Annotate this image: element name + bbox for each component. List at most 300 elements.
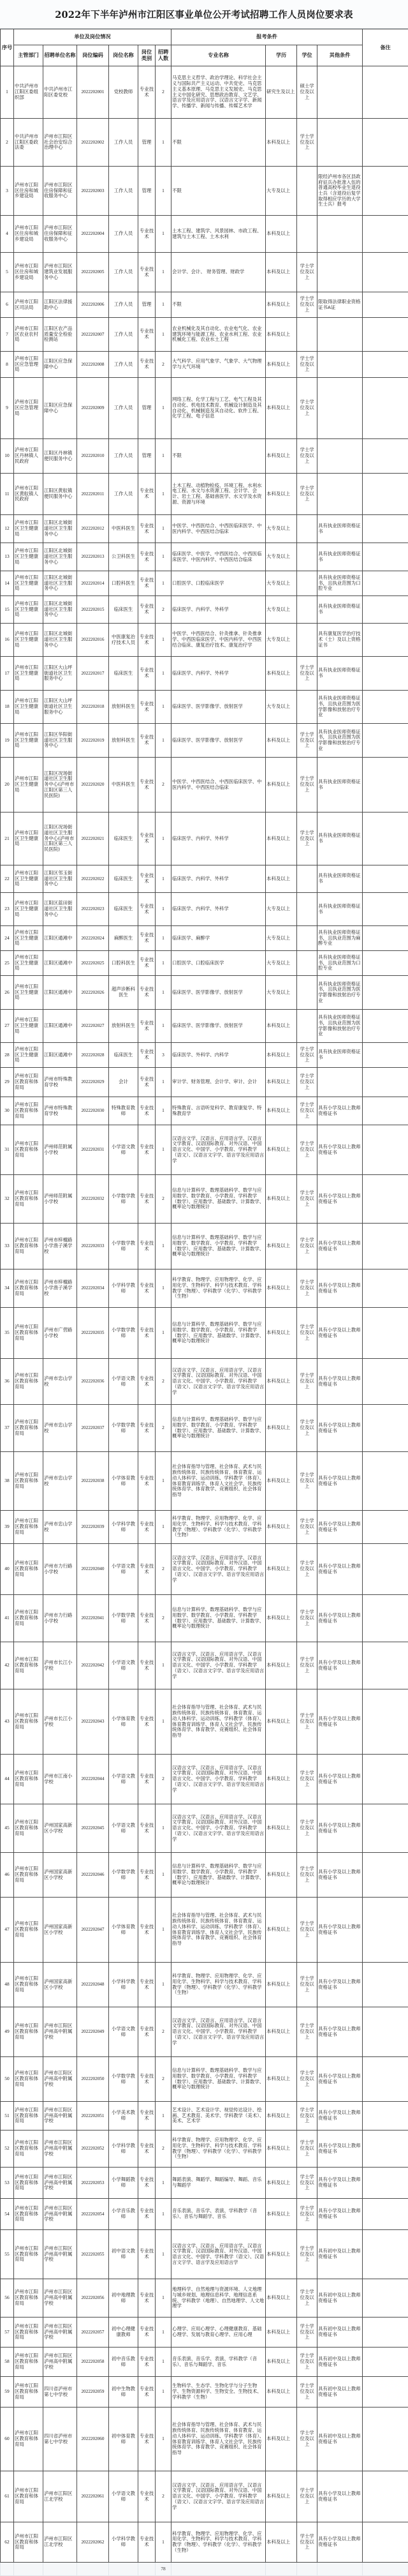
row-edu: 本科及以上 bbox=[266, 1308, 297, 1359]
table-row bbox=[1, 724, 408, 758]
row-other: 具有小学及以上教师资格证书 bbox=[317, 1755, 363, 1804]
row-type: 专业技术 bbox=[138, 1125, 156, 1175]
row-note bbox=[363, 1898, 408, 1963]
row-unit: 泸州市长江小学校 bbox=[43, 1689, 77, 1755]
row-code: 2022202015 bbox=[77, 596, 109, 624]
row-note bbox=[363, 1068, 408, 1097]
row-edu: 大专及以上 bbox=[266, 624, 297, 657]
row-degree: 学士学位及以上 bbox=[297, 2130, 317, 2168]
row-degree bbox=[297, 167, 317, 216]
row-dept: 泸州市江阳区教育和体育局 bbox=[14, 1269, 43, 1308]
row-post: 工作人员 bbox=[109, 439, 138, 474]
row-major: 临床医学、内科学、外科学 bbox=[171, 657, 266, 691]
row-count: 2 bbox=[156, 758, 171, 812]
row-count: 2 bbox=[156, 2471, 171, 2522]
row-type: 专业技术 bbox=[138, 2102, 156, 2130]
row-code: 2022202058 bbox=[77, 2348, 109, 2377]
row-degree: 学士学位及以上 bbox=[297, 119, 317, 167]
row-degree bbox=[297, 318, 317, 352]
row-unit: 泸州市江阳区社会治安综合治理中心 bbox=[43, 119, 77, 167]
row-type: 专业技术 bbox=[138, 2471, 156, 2522]
row-dept: 泸州市江阳区教育和体育局 bbox=[14, 1359, 43, 1405]
row-count: 1 bbox=[156, 1308, 171, 1359]
row-major: 艺术设计、艺术设计学、视觉传达设计、绘画、艺术教育、美术学、学科教学（美术）、美术、艺术学 bbox=[171, 2102, 266, 2130]
table-row bbox=[1, 318, 408, 352]
row-edu: 本科及以上 bbox=[266, 1224, 297, 1269]
row-degree: 学士学位及以上 bbox=[297, 2318, 317, 2348]
row-edu: 本科及以上 bbox=[266, 1359, 297, 1405]
row-post: 公卫科医生 bbox=[109, 543, 138, 571]
table-row bbox=[1, 2348, 408, 2377]
row-edu: 大专及以上 bbox=[266, 167, 297, 216]
row-other bbox=[317, 318, 363, 352]
row-type: 专业技术 bbox=[138, 1308, 156, 1359]
row-seq: 38 bbox=[1, 1452, 14, 1511]
row-seq: 39 bbox=[1, 1511, 14, 1544]
row-count: 1 bbox=[156, 812, 171, 865]
row-major: 大气科学、应用气象学、气象学、大气物理学与大气环境 bbox=[171, 352, 266, 378]
table-row bbox=[1, 474, 408, 515]
row-seq: 15 bbox=[1, 596, 14, 624]
row-dept: 泸州市江阳区教育和体育局 bbox=[14, 2130, 43, 2168]
row-unit: 泸州国家高新区小学校 bbox=[43, 1963, 77, 2007]
row-count: 1 bbox=[156, 1224, 171, 1269]
table-row bbox=[1, 1097, 408, 1125]
row-code: 2022202016 bbox=[77, 624, 109, 657]
row-seq: 36 bbox=[1, 1359, 14, 1405]
row-count: 1 bbox=[156, 474, 171, 515]
table-row bbox=[1, 1689, 408, 1755]
row-unit: 江阳区北城街道社区卫生服务中心 bbox=[43, 543, 77, 571]
row-unit: 江阳区丹林镇便民服务中心 bbox=[43, 439, 77, 474]
row-code: 2022202043 bbox=[77, 1689, 109, 1755]
row-other: 具有小学及以上教师资格证书 bbox=[317, 2199, 363, 2230]
row-dept: 泸州市江阳区教育和体育局 bbox=[14, 1804, 43, 1853]
row-code: 2022202025 bbox=[77, 951, 109, 976]
row-unit: 泸州市江阳区泸州高中附属学校 bbox=[43, 2279, 77, 2318]
row-code: 2022202027 bbox=[77, 1010, 109, 1043]
row-type: 专业技术 bbox=[138, 66, 156, 119]
row-count: 2 bbox=[156, 1544, 171, 1595]
row-other: 具有小学及以上教师资格证书 bbox=[317, 1224, 363, 1269]
row-degree: 学士学位及以上 bbox=[297, 1359, 317, 1405]
row-note bbox=[363, 2168, 408, 2199]
table-row bbox=[1, 253, 408, 292]
row-degree: 学士学位及以上 bbox=[297, 1595, 317, 1642]
row-edu: 大专及以上 bbox=[266, 515, 297, 543]
row-type: 专业技术 bbox=[138, 926, 156, 951]
row-major: 汉语言文学、汉语言、应用语言学、汉语言文学教育、汉语国际教育、对外汉语、中国语言文化、中国学、小学教育、学科教学（语文）、汉语言文字学、语言学及应用语言学 bbox=[171, 2007, 266, 2057]
row-dept: 泸州市江阳区卫生健康局 bbox=[14, 691, 43, 724]
row-dept: 泸州市江阳区司法局 bbox=[14, 292, 43, 318]
row-edu: 本科及以上 bbox=[266, 1853, 297, 1898]
row-unit: 中共泸州市江阳区委党校 bbox=[43, 66, 77, 119]
row-other: 具有执业医师资格证书，且执业范围为麻醉专业 bbox=[317, 926, 363, 951]
row-note bbox=[363, 657, 408, 691]
row-major: 信息与计算科学、数理基础科学、数学与应用数学、数学教育、小学教育、学科教学（数学）、应用数学、基础数学、计算数学、概率论与数理统计 bbox=[171, 1595, 266, 1642]
row-post: 小学数学教师 bbox=[109, 1405, 138, 1452]
row-post: 工作人员 bbox=[109, 474, 138, 515]
row-seq: 55 bbox=[1, 2230, 14, 2279]
header-count: 招聘人数 bbox=[156, 45, 171, 66]
row-code: 2022202013 bbox=[77, 543, 109, 571]
row-other: 具有执业医师资格证书，且执业范围为医学影像和放射治疗专业 bbox=[317, 724, 363, 758]
row-code: 2022202001 bbox=[77, 66, 109, 119]
table-row bbox=[1, 758, 408, 812]
row-code: 2022202012 bbox=[77, 515, 109, 543]
row-code: 2022202048 bbox=[77, 1963, 109, 2007]
table-row bbox=[1, 2199, 408, 2230]
row-other: 具有执业医师资格证书 bbox=[317, 812, 363, 865]
row-edu: 本科及以上 bbox=[266, 1125, 297, 1175]
row-post: 小学科学教师 bbox=[109, 1269, 138, 1308]
row-count: 2 bbox=[156, 66, 171, 119]
row-edu: 本科及以上 bbox=[266, 1097, 297, 1125]
row-post: 中医科医生 bbox=[109, 515, 138, 543]
row-seq: 42 bbox=[1, 1642, 14, 1689]
row-other bbox=[317, 1068, 363, 1097]
row-other: 具有小学及以上教师资格证书 bbox=[317, 1963, 363, 2007]
table-row bbox=[1, 1043, 408, 1068]
row-code: 2022202031 bbox=[77, 1125, 109, 1175]
row-seq: 33 bbox=[1, 1224, 14, 1269]
row-other: 具有小学及以上教师资格证书 bbox=[317, 2168, 363, 2199]
row-degree bbox=[297, 1010, 317, 1043]
row-major: 社会体育指导与管理、社会体育、武术与民族传统体育、民族传统体育、体育教育、运动人体科学、运动训练、学科教学（体育）、体育教育训练学、体育人文社会学、民族传统体育学、体育教学、竞赛组织、社会体育指导 bbox=[171, 2408, 266, 2471]
row-type: 专业技术 bbox=[138, 1010, 156, 1043]
row-code: 2022202037 bbox=[77, 1405, 109, 1452]
row-degree: 学士学位及以上 bbox=[297, 1269, 317, 1308]
row-dept: 泸州市江阳区教育和体育局 bbox=[14, 2230, 43, 2279]
row-dept: 泸州市江阳区教育和体育局 bbox=[14, 2408, 43, 2471]
table-row bbox=[1, 812, 408, 865]
row-code: 2022202029 bbox=[77, 1068, 109, 1097]
row-other: 限经泸州市各区县政府征兵办批准入伍的普通高校毕业生退役士兵（含退役后复学取得相应学历的大学生士兵）报考 bbox=[317, 167, 363, 216]
row-note bbox=[363, 543, 408, 571]
table-row bbox=[1, 2057, 408, 2102]
row-dept: 泸州市江阳区应急管理局 bbox=[14, 352, 43, 378]
row-type: 专业技术 bbox=[138, 758, 156, 812]
row-edu: 本科及以上 bbox=[266, 352, 297, 378]
row-edu: 本科及以上 bbox=[266, 1010, 297, 1043]
row-code: 2022202024 bbox=[77, 926, 109, 951]
row-post: 初中生物教师 bbox=[109, 2377, 138, 2408]
row-count: 1 bbox=[156, 2522, 171, 2563]
row-other: 具有小学及以上教师资格证书 bbox=[317, 2130, 363, 2168]
row-code: 2022202020 bbox=[77, 758, 109, 812]
row-unit: 江阳区北城街道社区卫生服务中心 bbox=[43, 571, 77, 596]
row-post: 初中语文教师 bbox=[109, 2230, 138, 2279]
row-seq: 32 bbox=[1, 1175, 14, 1224]
row-code: 2022202054 bbox=[77, 2199, 109, 2230]
row-degree: 学士学位及以上 bbox=[297, 1804, 317, 1853]
row-degree bbox=[297, 624, 317, 657]
row-dept: 中共泸州市江阳区委政法委 bbox=[14, 119, 43, 167]
row-note bbox=[363, 1511, 408, 1544]
row-note bbox=[363, 1853, 408, 1898]
row-edu: 本科及以上 bbox=[266, 216, 297, 253]
row-edu: 本科及以上 bbox=[266, 119, 297, 167]
row-major: 科学教育、物理学、应用物理学、化学、应用化学、生物科学、科学与技术教育、学科教学（物理）、学科教学（化学）、学科教学（生物） bbox=[171, 1963, 266, 2007]
row-type: 专业技术 bbox=[138, 1097, 156, 1125]
row-other: 具有小学及以上教师资格证书 bbox=[317, 1544, 363, 1595]
row-note bbox=[363, 1097, 408, 1125]
row-edu: 本科及以上 bbox=[266, 1595, 297, 1642]
row-type: 管理 bbox=[138, 439, 156, 474]
row-edu: 本科及以上 bbox=[266, 2230, 297, 2279]
table-row bbox=[1, 543, 408, 571]
row-note bbox=[363, 1595, 408, 1642]
row-code: 2022202057 bbox=[77, 2318, 109, 2348]
row-major: 临床医学、医学影像学、放射医学 bbox=[171, 1010, 266, 1043]
row-other: 具有执业医师资格证书，且执业范围为医学影像和放射治疗专业 bbox=[317, 691, 363, 724]
row-major: 科学教育、物理学、应用物理学、化学、应用化学、生物科学、科学与技术教育、学科教学（物理）、学科教学（化学）、学科教学（生物） bbox=[171, 1511, 266, 1544]
row-type: 专业技术 bbox=[138, 2522, 156, 2563]
row-major: 临床医学、医学影像学、放射医学 bbox=[171, 724, 266, 758]
row-post: 小学语文教师 bbox=[109, 1359, 138, 1405]
row-unit: 江阳区邻玉街道社区卫生服务中心 bbox=[43, 865, 77, 893]
row-edu: 本科及以上 bbox=[266, 2318, 297, 2348]
row-code: 2022202026 bbox=[77, 976, 109, 1010]
row-seq: 47 bbox=[1, 1898, 14, 1963]
row-major: 土木工程、建筑学、风景园林、市政工程、建筑与土木工程、土木水利 bbox=[171, 216, 266, 253]
row-other: 具有小学及以上教师资格证书 bbox=[317, 2522, 363, 2563]
row-unit: 江阳区北城街道社区卫生服务中心 bbox=[43, 624, 77, 657]
row-edu: 本科及以上 bbox=[266, 474, 297, 515]
row-unit: 江阳区农产品质量安全检验检测站 bbox=[43, 318, 77, 352]
row-note bbox=[363, 812, 408, 865]
row-post: 小学语文教师 bbox=[109, 1642, 138, 1689]
row-dept: 泸州市江阳区卫生健康局 bbox=[14, 865, 43, 893]
row-post: 工作人员 bbox=[109, 292, 138, 318]
table-row bbox=[1, 1405, 408, 1452]
row-edu: 研究生及以上 bbox=[266, 66, 297, 119]
table-row bbox=[1, 1544, 408, 1595]
row-dept: 泸州市江阳区教育和体育局 bbox=[14, 1511, 43, 1544]
row-dept: 泸州市江阳区教育和体育局 bbox=[14, 2377, 43, 2408]
row-major: 不限 bbox=[171, 292, 266, 318]
row-edu: 大专及以上 bbox=[266, 543, 297, 571]
row-post: 小学体育教师 bbox=[109, 1689, 138, 1755]
row-dept: 泸州市江阳区教育和体育局 bbox=[14, 2471, 43, 2522]
row-other: 具有执业医师资格证书 bbox=[317, 596, 363, 624]
row-type: 专业技术 bbox=[138, 2168, 156, 2199]
row-type: 专业技术 bbox=[138, 1642, 156, 1689]
table-row bbox=[1, 2408, 408, 2471]
row-type: 管理 bbox=[138, 119, 156, 167]
row-unit: 江阳区华阳街道社区卫生服务中心 bbox=[43, 724, 77, 758]
row-post: 工作人员 bbox=[109, 352, 138, 378]
row-code: 2022202059 bbox=[77, 2377, 109, 2408]
row-degree: 学士学位及以上 bbox=[297, 1097, 317, 1125]
row-type: 专业技术 bbox=[138, 2007, 156, 2057]
row-note bbox=[363, 2377, 408, 2408]
row-dept: 泸州市江阳区住房和城乡建设局 bbox=[14, 167, 43, 216]
row-post: 小学数学教师 bbox=[109, 1853, 138, 1898]
row-degree: 学士学位及以上 bbox=[297, 1175, 317, 1224]
row-note bbox=[363, 2130, 408, 2168]
row-seq: 16 bbox=[1, 624, 14, 657]
row-other: 具有执业医师资格证书，且执业范围为医学影像和放射治疗专业 bbox=[317, 1010, 363, 1043]
row-type: 专业技术 bbox=[138, 2348, 156, 2377]
row-edu: 大专及以上 bbox=[266, 926, 297, 951]
row-type: 专业技术 bbox=[138, 318, 156, 352]
row-note bbox=[363, 2007, 408, 2057]
row-count: 1 bbox=[156, 1642, 171, 1689]
row-seq: 22 bbox=[1, 865, 14, 893]
row-edu: 本科及以上 bbox=[266, 439, 297, 474]
row-major: 中医学、中西医结合、针灸推拿、针灸推拿学、中西医临床医学、中医内科学、中西医结合临床、康复治疗技术、康复治疗学 bbox=[171, 624, 266, 657]
row-dept: 泸州市江阳区教育和体育局 bbox=[14, 2168, 43, 2199]
row-code: 2022202017 bbox=[77, 657, 109, 691]
row-other: 具有小学及以上教师资格证书 bbox=[317, 1405, 363, 1452]
row-post: 小学体育教师 bbox=[109, 1898, 138, 1963]
row-count: 1 bbox=[156, 378, 171, 439]
header-edu: 学历 bbox=[266, 45, 297, 66]
row-major: 信息与计算科学、数理基础科学、数学与应用数学、数学教育、小学教育、学科教学（数学）、应用数学、基础数学、计算数学、概率论与数理统计 bbox=[171, 1308, 266, 1359]
row-post: 小学体育教师 bbox=[109, 1452, 138, 1511]
row-major: 汉语言文学、汉语言、应用语言学、汉语言文学教育、汉语国际教育、对外汉语、中国语言文化、中国学、小学教育、学科教学（语文）、汉语言文字学、语言学及应用语言学 bbox=[171, 1125, 266, 1175]
row-unit: 江阳区北城街道社区卫生服务中心 bbox=[43, 515, 77, 543]
table-row bbox=[1, 1963, 408, 2007]
row-other: 具有执业医师资格证书 bbox=[317, 1043, 363, 1068]
row-degree: 学士学位及以上 bbox=[297, 1308, 317, 1359]
row-major: 汉语言文学、汉语言、应用语言学、汉语言文学教育、汉语国际教育、对外汉语、中国语言文化、中国学、小学教育、学科教学（语文）、汉语言文字学、语言学及应用语言学 bbox=[171, 1755, 266, 1804]
row-other bbox=[317, 474, 363, 515]
row-major: 临床医学、内科学、外科学 bbox=[171, 893, 266, 926]
row-code: 2022202036 bbox=[77, 1359, 109, 1405]
row-major: 音乐表演、音乐学、表演、学科教学（音乐）、音乐与舞蹈学、音乐 bbox=[171, 2199, 266, 2230]
row-count: 1 bbox=[156, 2230, 171, 2279]
table-row bbox=[1, 2007, 408, 2057]
row-other: 具有初中及以上教师资格证书 bbox=[317, 2377, 363, 2408]
row-major: 会计学、会计、 财务管理、财政学 bbox=[171, 253, 266, 292]
row-degree: 学士学位及以上 bbox=[297, 812, 317, 865]
row-type: 专业技术 bbox=[138, 1898, 156, 1963]
row-dept: 泸州市江阳区教育和体育局 bbox=[14, 1898, 43, 1963]
row-major: 马克思主义哲学、政治学理论、科学社会主义与国际共产主义运动、中共党史、马克思主义基本原理、马克思主义发展史、马克思主义中国化研究、思想政治教育、文艺学、语言学及应用语言学、汉语言文字学、新闻学、传播学、新闻与传播、传媒艺术学 bbox=[171, 66, 266, 119]
row-type: 专业技术 bbox=[138, 1595, 156, 1642]
row-unit: 泸州市忠山学校 bbox=[43, 1359, 77, 1405]
row-post: 小学语文教师 bbox=[109, 1544, 138, 1595]
row-post: 小学语文教师 bbox=[109, 2007, 138, 2057]
row-count: 2 bbox=[156, 1405, 171, 1452]
row-degree: 学士学位及以上 bbox=[297, 2408, 317, 2471]
row-edu: 大专及以上 bbox=[266, 976, 297, 1010]
row-seq: 54 bbox=[1, 2199, 14, 2230]
row-dept: 中共泸州市江阳区委组织部 bbox=[14, 66, 43, 119]
row-dept: 泸州市江阳区教育和体育局 bbox=[14, 2057, 43, 2102]
row-type: 专业技术 bbox=[138, 2279, 156, 2318]
row-code: 2022202056 bbox=[77, 2279, 109, 2318]
row-code: 2022202005 bbox=[77, 253, 109, 292]
row-unit: 泸州市江阳区住房保障和征收服务中心 bbox=[43, 167, 77, 216]
row-type: 专业技术 bbox=[138, 1359, 156, 1405]
row-unit: 泸州市江阳区住房保障和征收服务中心 bbox=[43, 216, 77, 253]
row-seq: 20 bbox=[1, 758, 14, 812]
row-count: 1 bbox=[156, 1010, 171, 1043]
row-dept: 泸州市江阳区卫生健康局 bbox=[14, 624, 43, 657]
row-edu: 本科及以上 bbox=[266, 2199, 297, 2230]
row-seq: 56 bbox=[1, 2279, 14, 2318]
row-degree: 学士学位及以上 bbox=[297, 2230, 317, 2279]
row-post: 临床医生 bbox=[109, 893, 138, 926]
row-edu: 本科及以上 bbox=[266, 1642, 297, 1689]
row-other: 具有小学及以上教师资格证书 bbox=[317, 2102, 363, 2130]
row-post: 小学科学教师 bbox=[109, 2130, 138, 2168]
row-dept: 泸州市江阳区卫生健康局 bbox=[14, 926, 43, 951]
table-row bbox=[1, 1010, 408, 1043]
row-unit: 江阳区大山坪街道社区卫生服务中心 bbox=[43, 657, 77, 691]
row-note bbox=[363, 439, 408, 474]
row-degree bbox=[297, 951, 317, 976]
row-other bbox=[317, 378, 363, 439]
row-seq: 62 bbox=[1, 2522, 14, 2563]
row-degree bbox=[297, 571, 317, 596]
row-type: 专业技术 bbox=[138, 543, 156, 571]
row-type: 专业技术 bbox=[138, 951, 156, 976]
row-type: 专业技术 bbox=[138, 812, 156, 865]
row-edu: 本科及以上 bbox=[266, 318, 297, 352]
row-post: 党校教师 bbox=[109, 66, 138, 119]
row-seq: 43 bbox=[1, 1689, 14, 1755]
row-count: 1 bbox=[156, 865, 171, 893]
row-count: 1 bbox=[156, 167, 171, 216]
row-note bbox=[363, 515, 408, 543]
row-other bbox=[317, 119, 363, 167]
row-edu: 大专及以上 bbox=[266, 893, 297, 926]
row-unit: 江阳区通滩中 bbox=[43, 926, 77, 951]
row-code: 2022202009 bbox=[77, 378, 109, 439]
row-code: 2022202049 bbox=[77, 2007, 109, 2057]
row-code: 2022202052 bbox=[77, 2130, 109, 2168]
row-major: 信息与计算科学、数理基础科学、数学与应用数学、数学教育、小学教育、学科教学（数学）、应用数学、基础数学、计算数学、概率论与数理统计 bbox=[171, 1175, 266, 1224]
row-degree: 学士学位及以上 bbox=[297, 378, 317, 439]
row-major: 信息与计算科学、数理基础科学、数学与应用数学、数学教育、小学教育、学科教学（数学）、应用数学、基础数学、计算数学、概率论与数理统计 bbox=[171, 1853, 266, 1898]
row-major: 特殊教育、言语听觉科学、教育康复学、特殊教育学 bbox=[171, 1097, 266, 1125]
row-count: 1 bbox=[156, 2408, 171, 2471]
row-post: 工作人员 bbox=[109, 318, 138, 352]
row-other: 具有小学及以上教师资格证书 bbox=[317, 1308, 363, 1359]
row-edu: 本科及以上 bbox=[266, 1175, 297, 1224]
row-code: 2022202022 bbox=[77, 865, 109, 893]
row-type: 专业技术 bbox=[138, 893, 156, 926]
table-row bbox=[1, 1642, 408, 1689]
row-major: 中医学、中西医结合、中西医临床医学、中医内科学、中西医结合临床 bbox=[171, 758, 266, 812]
row-major: 汉语言文学、汉语言、应用语言学、汉语言文学教育、汉语国际教育、对外汉语、中国语言文化、中国学、小学教育、学科教学（语文）、汉语言文字学、语言学及应用语言学 bbox=[171, 2471, 266, 2522]
row-major: 审计学、财务管理、会计学、审计、会计 bbox=[171, 1068, 266, 1097]
row-seq: 3 bbox=[1, 167, 14, 216]
row-unit: 江阳区通滩中 bbox=[43, 951, 77, 976]
row-code: 2022202033 bbox=[77, 1224, 109, 1269]
row-major: 汉语言文学、汉语言、应用语言学、汉语言文学教育、汉语国际教育、对外汉语、中国语言文化、中国学、小学教育、学科教学（语文）、汉语言文字学、语言学及应用语言学 bbox=[171, 1544, 266, 1595]
row-edu: 大专及以上 bbox=[266, 691, 297, 724]
row-unit: 泸州市力行路小学校 bbox=[43, 1595, 77, 1642]
row-dept: 泸州市江阳区教育和体育局 bbox=[14, 1853, 43, 1898]
row-note bbox=[363, 1405, 408, 1452]
row-degree bbox=[297, 691, 317, 724]
row-unit: 江阳区通滩中 bbox=[43, 1010, 77, 1043]
row-type: 专业技术 bbox=[138, 691, 156, 724]
row-seq: 37 bbox=[1, 1405, 14, 1452]
table-row bbox=[1, 439, 408, 474]
row-degree bbox=[297, 543, 317, 571]
row-other: 具有小学及以上教师资格证书 bbox=[317, 1642, 363, 1689]
row-unit: 泸州市江阳区泸州高中附属学校 bbox=[43, 2168, 77, 2199]
row-note bbox=[363, 352, 408, 378]
row-post: 小学美术教师 bbox=[109, 2102, 138, 2130]
row-type: 专业技术 bbox=[138, 1689, 156, 1755]
